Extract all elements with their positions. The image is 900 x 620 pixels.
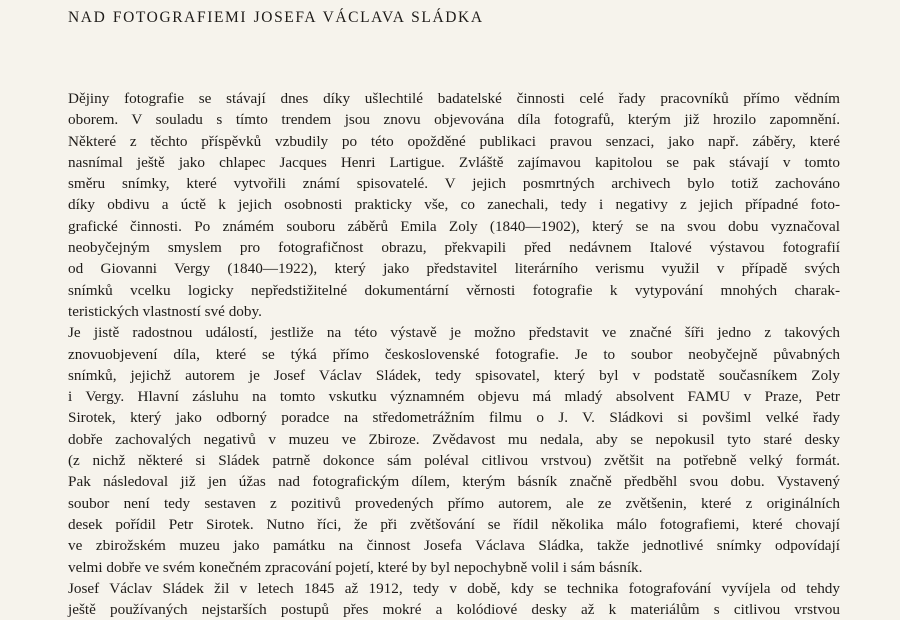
text-line: i Vergy. Hlavní zásluhu na tomto vskutku významném objevu má mladý absolvent FAMU v Praze, Petr (68, 388, 840, 406)
text-line: snímků, jejichž autorem je Josef Václav Sládek, tedy spisovatel, který byl v podstatě současníkem Zoly (68, 366, 840, 384)
page-title: NAD FOTOGRAFIEMI JOSEFA VÁCLAVA SLÁDKA (68, 9, 484, 26)
text-line: Josef Václav Sládek žil v letech 1845 až 1912, tedy v době, kdy se technika fotografování vyvíjela od tehdy (68, 579, 840, 597)
text-line: velmi dobře ve svém konečném zpracování pojetí, které by byl nepochybně volil i sám básník. (68, 558, 643, 576)
text-line: ve zbirožském muzeu jako památku na činnost Josefa Václava Sládka, takže jednotlivé snímky odpovídají (68, 537, 840, 555)
paragraph-2 (68, 322, 840, 578)
text-line: teristických vlastností své doby. (68, 302, 262, 320)
text-line: desek pořídil Petr Sirotek. Nutno říci, že při zvětšování se řídil několika málo fotografiemi, které chovají (68, 515, 840, 533)
text-line: znovuobjevení díla, které se týká přímo československé fotografie. Je to soubor neobyčejně půvabných (68, 345, 840, 363)
text-line: Sirotek, který jako odborný poradce na středometrážním filmu o J. V. Sládkovi si povšiml velké řady (68, 409, 840, 427)
text-line: soubor není tedy sestaven z pozitivů provedených přímo autorem, ale ze zvětšenin, které z originálních (68, 494, 840, 512)
text-line: Dějiny fotografie se stávají dnes díky ušlechtilé badatelské činnosti celé řady pracovníků přímo vědním (68, 90, 840, 107)
text-line: ještě používaných nejstarších postupů přes mokré a kolódiové desky až k materiálům s citlivou vrstvou (68, 601, 840, 619)
text-line: směru snímky, které vytvořili známí spisovatelé. V jejich posmrtných archivech bylo totiž zachováno (68, 175, 840, 193)
body-text (68, 88, 840, 620)
text-line: nasnímal ještě jako chlapec Jacques Henri Lartigue. Zvláště zajímavou kapitolou se pak stávají v tomto (68, 153, 840, 171)
text-line: dobře zachovalých negativů v muzeu ve Zbiroze. Zvědavost mu nedala, aby se nepokusil tyto staré desky (68, 430, 840, 448)
text-line: Pak následoval již jen úžas nad fotografickým dílem, kterým básník značně předběhl svou dobu. Vystavený (68, 473, 840, 491)
paragraph-3 (68, 578, 840, 620)
text-line: oborem. V souladu s tímto trendem jsou znovu objevována díla fotografů, kterým již hrozilo zapomnění. (68, 111, 840, 129)
paragraph-1 (68, 88, 840, 322)
text-line: neobyčejným smyslem pro fotografičnost obrazu, překvapili před nedávnem Italové výstavou fotografií (68, 239, 840, 257)
text-line: Některé z těchto příspěvků vzbudily po této opožděné publikaci pravou senzaci, jako např. záběry, které (68, 132, 840, 150)
text-line: (z nichž některé si Sládek patrně dokonce sám poléval citlivou vrstvou) zvětšit na potřebně velký formát. (68, 452, 840, 470)
text-line: díky obdivu a úctě k jejich osobnosti prakticky vše, co zanechali, tedy i negativy z jejich případné foto- (68, 196, 840, 214)
text-line: Je jistě radostnou událostí, jestliže na této výstavě je možno představit ve značné šíři jedno z takových (68, 324, 840, 342)
text-line: snímků vcelku logicky nepředstižitelné dokumentární věrnosti fotografie k vytypování mnohých charak- (68, 281, 840, 299)
text-line: grafické činnosti. Po známém souboru záběrů Emila Zoly (1840—1902), který se na svou dobu vyznačoval (68, 217, 840, 235)
text-line: od Giovanni Vergy (1840—1922), který jako představitel literárního verismu využil v případě svých (68, 260, 840, 278)
